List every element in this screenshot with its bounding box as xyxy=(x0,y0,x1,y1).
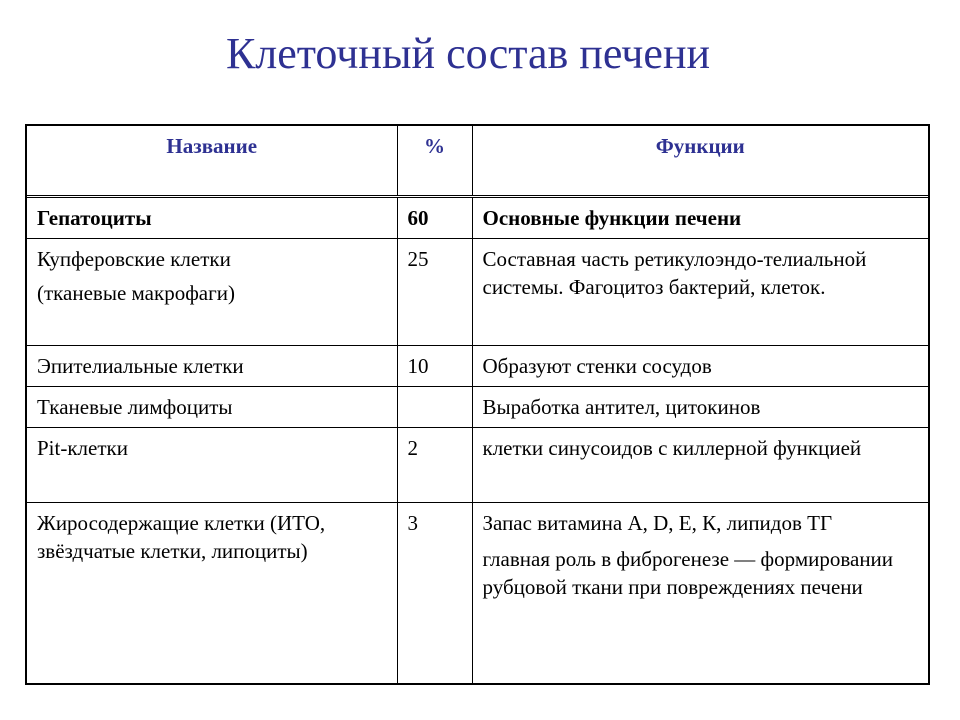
cell-function xyxy=(472,503,928,684)
header-percent: % xyxy=(397,126,472,197)
cell-name-line: Pit-клетки xyxy=(37,436,128,460)
cell-function-line: Запас витамина А, D, Е, К, липидов ТГ xyxy=(482,511,833,535)
slide-title: Клеточный состав печени xyxy=(225,29,711,78)
cell-name-line: Купферовские клетки xyxy=(37,247,231,271)
table-row xyxy=(27,346,928,387)
table-row xyxy=(27,197,928,239)
cell-function-line: Образуют стенки сосудов xyxy=(482,354,712,378)
cell-function xyxy=(472,346,928,387)
cell-function xyxy=(472,197,928,239)
cell-function-line: клетки синусоидов с киллерной функцией xyxy=(482,436,862,460)
cell-name-line: Тканевые лимфоциты xyxy=(37,395,233,419)
table-row xyxy=(27,239,928,346)
cell-percent: 2 xyxy=(397,428,472,503)
cell-function-line: Составная часть ретикулоэндо-телиальной системы. Фагоцитоз бактерий, клеток. xyxy=(482,247,867,299)
cell-function xyxy=(472,387,928,428)
cell-name xyxy=(27,197,397,239)
cell-function xyxy=(472,239,928,346)
cell-percent: 25 xyxy=(397,239,472,346)
cell-name xyxy=(27,239,397,346)
cell-name-line: Эпителиальные клетки xyxy=(37,354,244,378)
header-name: Название xyxy=(27,126,397,197)
header-functions: Функции xyxy=(472,126,928,197)
cell-percent: 10 xyxy=(397,346,472,387)
cell-name xyxy=(27,428,397,503)
table-row xyxy=(27,387,928,428)
cell-function-line: Основные функции печени xyxy=(482,206,742,230)
cell-composition-table xyxy=(25,124,930,685)
cell-name xyxy=(27,503,397,684)
cell-name-line: Жиросодержащие клетки (ИТО, звёздчатые клетки, липоциты) xyxy=(37,511,326,563)
table-row xyxy=(27,428,928,503)
cell-function-line: Выработка антител, цитокинов xyxy=(482,395,761,419)
cell-name xyxy=(27,387,397,428)
cell-function xyxy=(472,428,928,503)
table-header-row xyxy=(27,126,928,197)
table-row xyxy=(27,503,928,684)
cell-percent: 3 xyxy=(397,503,472,684)
cell-name-line: Гепатоциты xyxy=(37,206,152,230)
cell-name xyxy=(27,346,397,387)
cell-percent: 60 xyxy=(397,197,472,239)
cell-name-line: (тканевые макрофаги) xyxy=(37,281,235,305)
cell-percent xyxy=(397,387,472,428)
cell-function-line: главная роль в фиброгенезе — формировании рубцовой ткани при повреждениях печени xyxy=(482,547,894,599)
